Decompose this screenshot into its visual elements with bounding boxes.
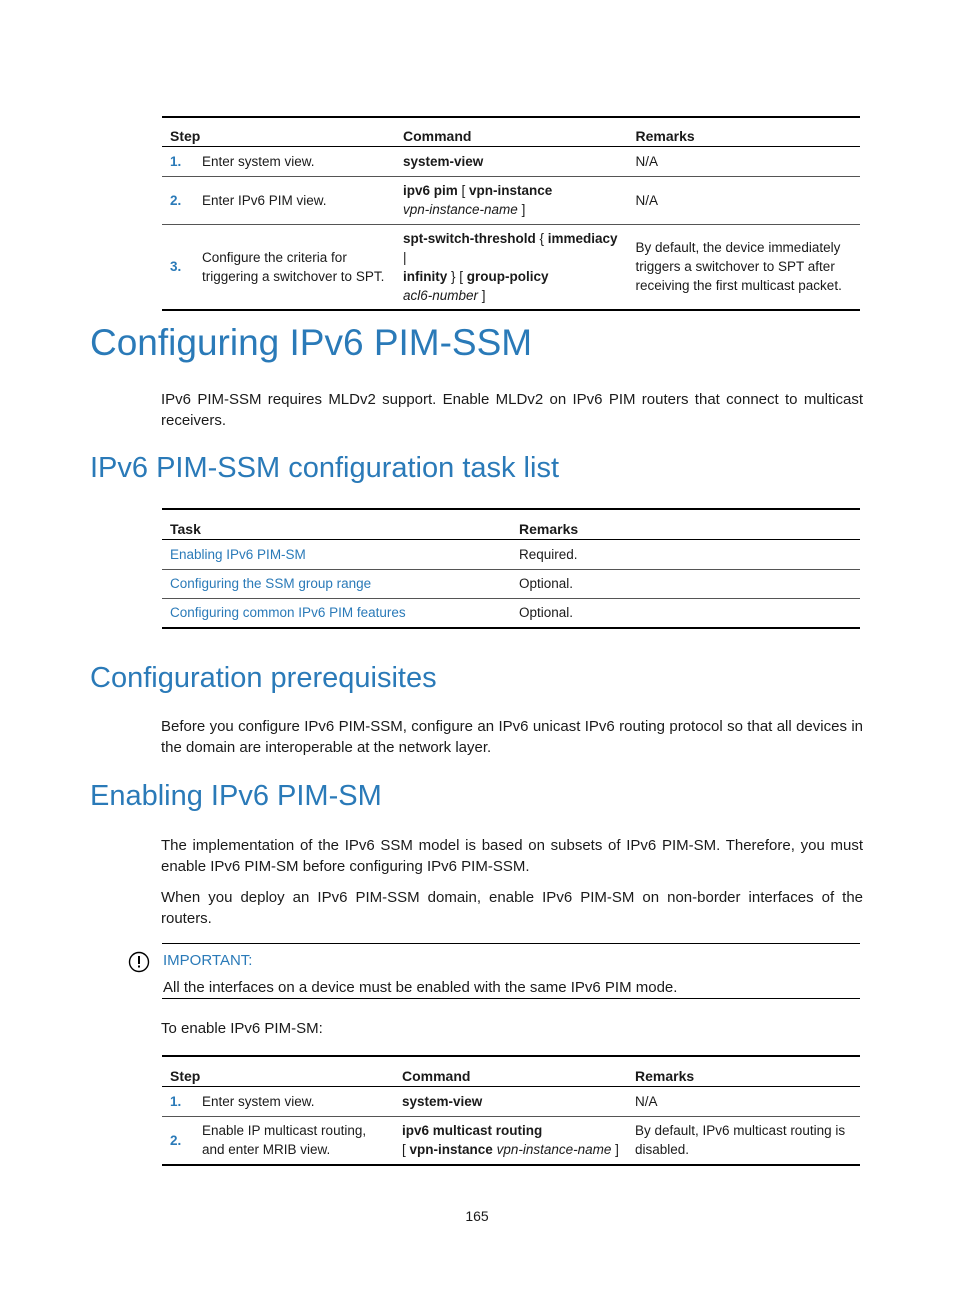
column-header-step: Step <box>162 117 395 146</box>
column-header-remarks: Remarks <box>627 117 860 146</box>
command-syntax: ] <box>478 287 486 303</box>
task-link-enabling-pim-sm[interactable]: Enabling IPv6 PIM-SM <box>170 546 306 562</box>
step-table-spt <box>162 116 860 311</box>
command-cell <box>395 176 627 224</box>
table-row <box>162 224 860 310</box>
column-header-remarks: Remarks <box>511 509 860 539</box>
table-row <box>162 539 860 569</box>
page-number: 165 <box>465 1208 489 1224</box>
command-keyword: infinity <box>403 268 448 284</box>
step-number: 2. <box>170 192 182 208</box>
important-text: All the interfaces on a device must be enabled with the same IPv6 PIM mode. <box>163 979 678 996</box>
column-header-command: Command <box>395 117 627 146</box>
task-table <box>162 508 860 629</box>
table-row <box>162 176 860 224</box>
command-syntax: { <box>535 230 548 246</box>
command-keyword: vpn-instance <box>469 183 553 198</box>
command-syntax: [ <box>402 1142 410 1158</box>
command-syntax: ] <box>517 202 526 217</box>
step-table-enable <box>162 1055 860 1166</box>
column-header-command: Command <box>394 1056 627 1086</box>
column-header-step: Step <box>162 1056 394 1086</box>
command-text: system-view <box>402 1093 483 1109</box>
step-number: 3. <box>170 259 182 274</box>
step-number: 1. <box>170 153 182 169</box>
command-argument: acl6-number <box>403 287 479 303</box>
task-link-common-pim-features[interactable]: Configuring common IPv6 PIM features <box>170 605 406 621</box>
table-row <box>162 569 860 598</box>
procedure-lead: To enable IPv6 PIM-SM: <box>161 1020 323 1037</box>
step-description: Enter system view. <box>202 1093 315 1109</box>
step-number: 2. <box>170 1132 182 1148</box>
command-cell <box>394 1116 627 1165</box>
step-description: Enable IP multicast routing, and enter MRIB view. <box>202 1123 367 1158</box>
remarks-cell: N/A <box>627 146 860 176</box>
important-label: IMPORTANT: <box>163 952 253 969</box>
section-heading-enabling-pim-sm: Enabling IPv6 PIM-SM <box>90 780 382 812</box>
command-keyword: spt-switch-threshold <box>403 230 536 246</box>
command-argument: vpn-instance-name <box>403 202 518 217</box>
step-number: 1. <box>170 1093 182 1109</box>
command-syntax: | <box>403 249 407 265</box>
enable-paragraph-1: The implementation of the IPv6 SSM model is based on subsets of IPv6 PIM-SM. Therefore, you must enable IPv6 PIM-SM before configuring IPv6 PIM-SSM. <box>161 837 863 875</box>
table-row <box>162 1116 860 1165</box>
command-keyword: group-policy <box>466 268 549 284</box>
command-cell <box>395 224 627 310</box>
remarks-cell: N/A <box>627 176 860 224</box>
command-syntax: } [ <box>447 268 467 284</box>
command-text: system-view <box>403 153 484 169</box>
page-title: Configuring IPv6 PIM-SSM <box>90 322 533 363</box>
command-keyword: ipv6 pim <box>403 183 458 198</box>
warning-icon <box>128 951 150 973</box>
column-header-task: Task <box>162 509 511 539</box>
remarks-cell: N/A <box>627 1086 860 1116</box>
command-keyword: immediacy <box>547 230 618 246</box>
section-heading-prerequisites: Configuration prerequisites <box>90 662 437 694</box>
table-row <box>162 1086 860 1116</box>
note-top-rule <box>162 943 860 944</box>
table-row <box>162 146 860 176</box>
command-syntax: [ <box>457 183 470 198</box>
remarks-cell: Optional. <box>511 598 860 628</box>
step-description: Enter system view. <box>202 153 315 169</box>
remarks-cell: Required. <box>511 539 860 569</box>
step-description: Enter IPv6 PIM view. <box>202 192 327 208</box>
enable-paragraph-2: When you deploy an IPv6 PIM-SSM domain, enable IPv6 PIM-SM on non-border interfaces of the routers. <box>161 889 863 927</box>
table-row <box>162 598 860 628</box>
remarks-cell: Optional. <box>511 569 860 598</box>
column-header-remarks: Remarks <box>627 1056 860 1086</box>
prerequisites-paragraph: Before you configure IPv6 PIM-SSM, configure an IPv6 unicast IPv6 routing protocol so that all devices in the domain are interoperable at the network layer. <box>161 718 863 756</box>
command-syntax: ] <box>611 1142 619 1158</box>
step-description: Configure the criteria for triggering a switchover to SPT. <box>202 249 385 284</box>
command-argument: vpn-instance-name <box>496 1142 612 1158</box>
intro-paragraph: IPv6 PIM-SSM requires MLDv2 support. Enable MLDv2 on IPv6 PIM routers that connect to multicast receivers. <box>161 391 863 429</box>
remarks-cell: By default, IPv6 multicast routing is disabled. <box>627 1116 860 1165</box>
command-keyword: ipv6 multicast routing <box>402 1123 543 1139</box>
remarks-cell: By default, the device immediately triggers a switchover to SPT after receiving the first multicast packet. <box>627 224 860 310</box>
command-keyword: vpn-instance <box>409 1142 493 1158</box>
task-link-ssm-group-range[interactable]: Configuring the SSM group range <box>170 576 372 591</box>
section-heading-task-list: IPv6 PIM-SSM configuration task list <box>90 452 559 484</box>
note-bottom-rule <box>162 998 860 999</box>
